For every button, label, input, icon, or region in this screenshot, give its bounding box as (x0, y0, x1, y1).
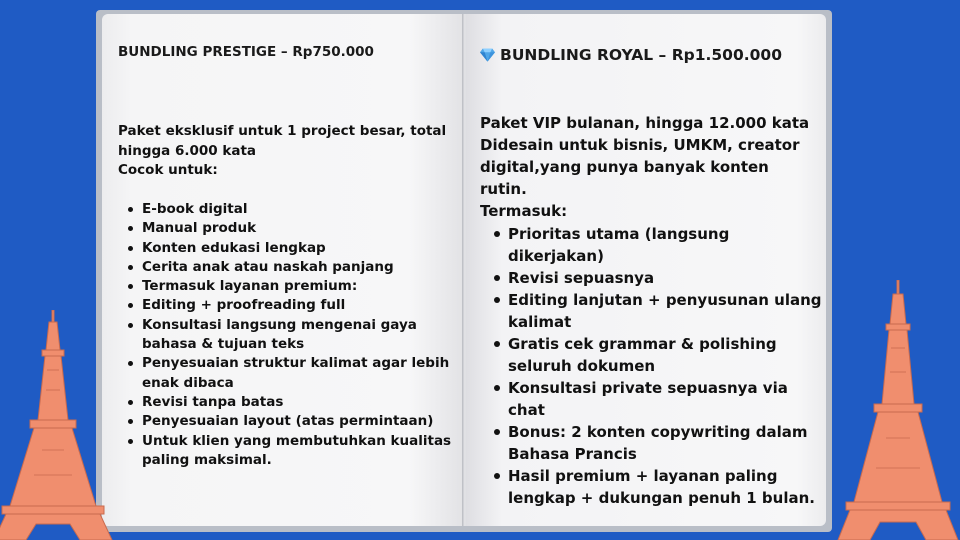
intro-line: Cocok untuk: (118, 162, 218, 178)
list-item: Editing + proofreading full (118, 296, 458, 315)
bundling-prestige-list (118, 200, 458, 470)
intro-line: Termasuk: (480, 202, 568, 220)
eiffel-tower-right-icon (836, 280, 960, 540)
list-item: Konten edukasi lengkap (118, 239, 458, 258)
list-item: Untuk klien yang membutuhkan kualitas paling maksimal. (118, 432, 458, 471)
list-item: Prioritas utama (langsung dikerjakan) (488, 223, 826, 267)
bundling-royal-intro (480, 112, 820, 222)
list-item: Penyesuaian layout (atas permintaan) (118, 412, 458, 431)
list-item: Penyesuaian struktur kalimat agar lebih enak dibaca (118, 354, 458, 393)
gem-icon (480, 48, 495, 62)
list-item: Editing lanjutan + penyusunan ulang kalimat (488, 289, 826, 333)
list-item: Manual produk (118, 219, 458, 238)
list-item: Gratis cek grammar & polishing seluruh dokumen (488, 333, 826, 377)
eiffel-tower-left-icon (0, 310, 114, 540)
list-item: Cerita anak atau naskah panjang (118, 258, 458, 277)
bundling-royal-list (488, 223, 826, 509)
list-item: Bonus: 2 konten copywriting dalam Bahasa Prancis (488, 421, 826, 465)
list-item: Hasil premium + layanan paling lengkap + dukungan penuh 1 bulan. (488, 465, 826, 509)
right-page (466, 14, 826, 526)
intro-line: Didesain untuk bisnis, UMKM, creator digital,yang punya banyak konten rutin. (480, 136, 800, 198)
bundling-prestige-intro (118, 122, 453, 181)
bundling-prestige-title: BUNDLING PRESTIGE – Rp750.000 (118, 44, 374, 60)
intro-line: Paket eksklusif untuk 1 project besar, total hingga 6.000 kata (118, 123, 447, 159)
list-item: E-book digital (118, 200, 458, 219)
list-item: Konsultasi private sepuasnya via chat (488, 377, 826, 421)
list-item: Termasuk layanan premium: (118, 277, 458, 296)
left-page (102, 14, 464, 526)
intro-line: Paket VIP bulanan, hingga 12.000 kata (480, 114, 810, 132)
list-item: Konsultasi langsung mengenai gaya bahasa & tujuan teks (118, 316, 458, 355)
list-item: Revisi sepuasnya (488, 267, 826, 289)
bundling-royal-title-text: BUNDLING ROYAL – Rp1.500.000 (500, 46, 782, 64)
list-item: Revisi tanpa batas (118, 393, 458, 412)
bundling-royal-title (480, 46, 782, 64)
